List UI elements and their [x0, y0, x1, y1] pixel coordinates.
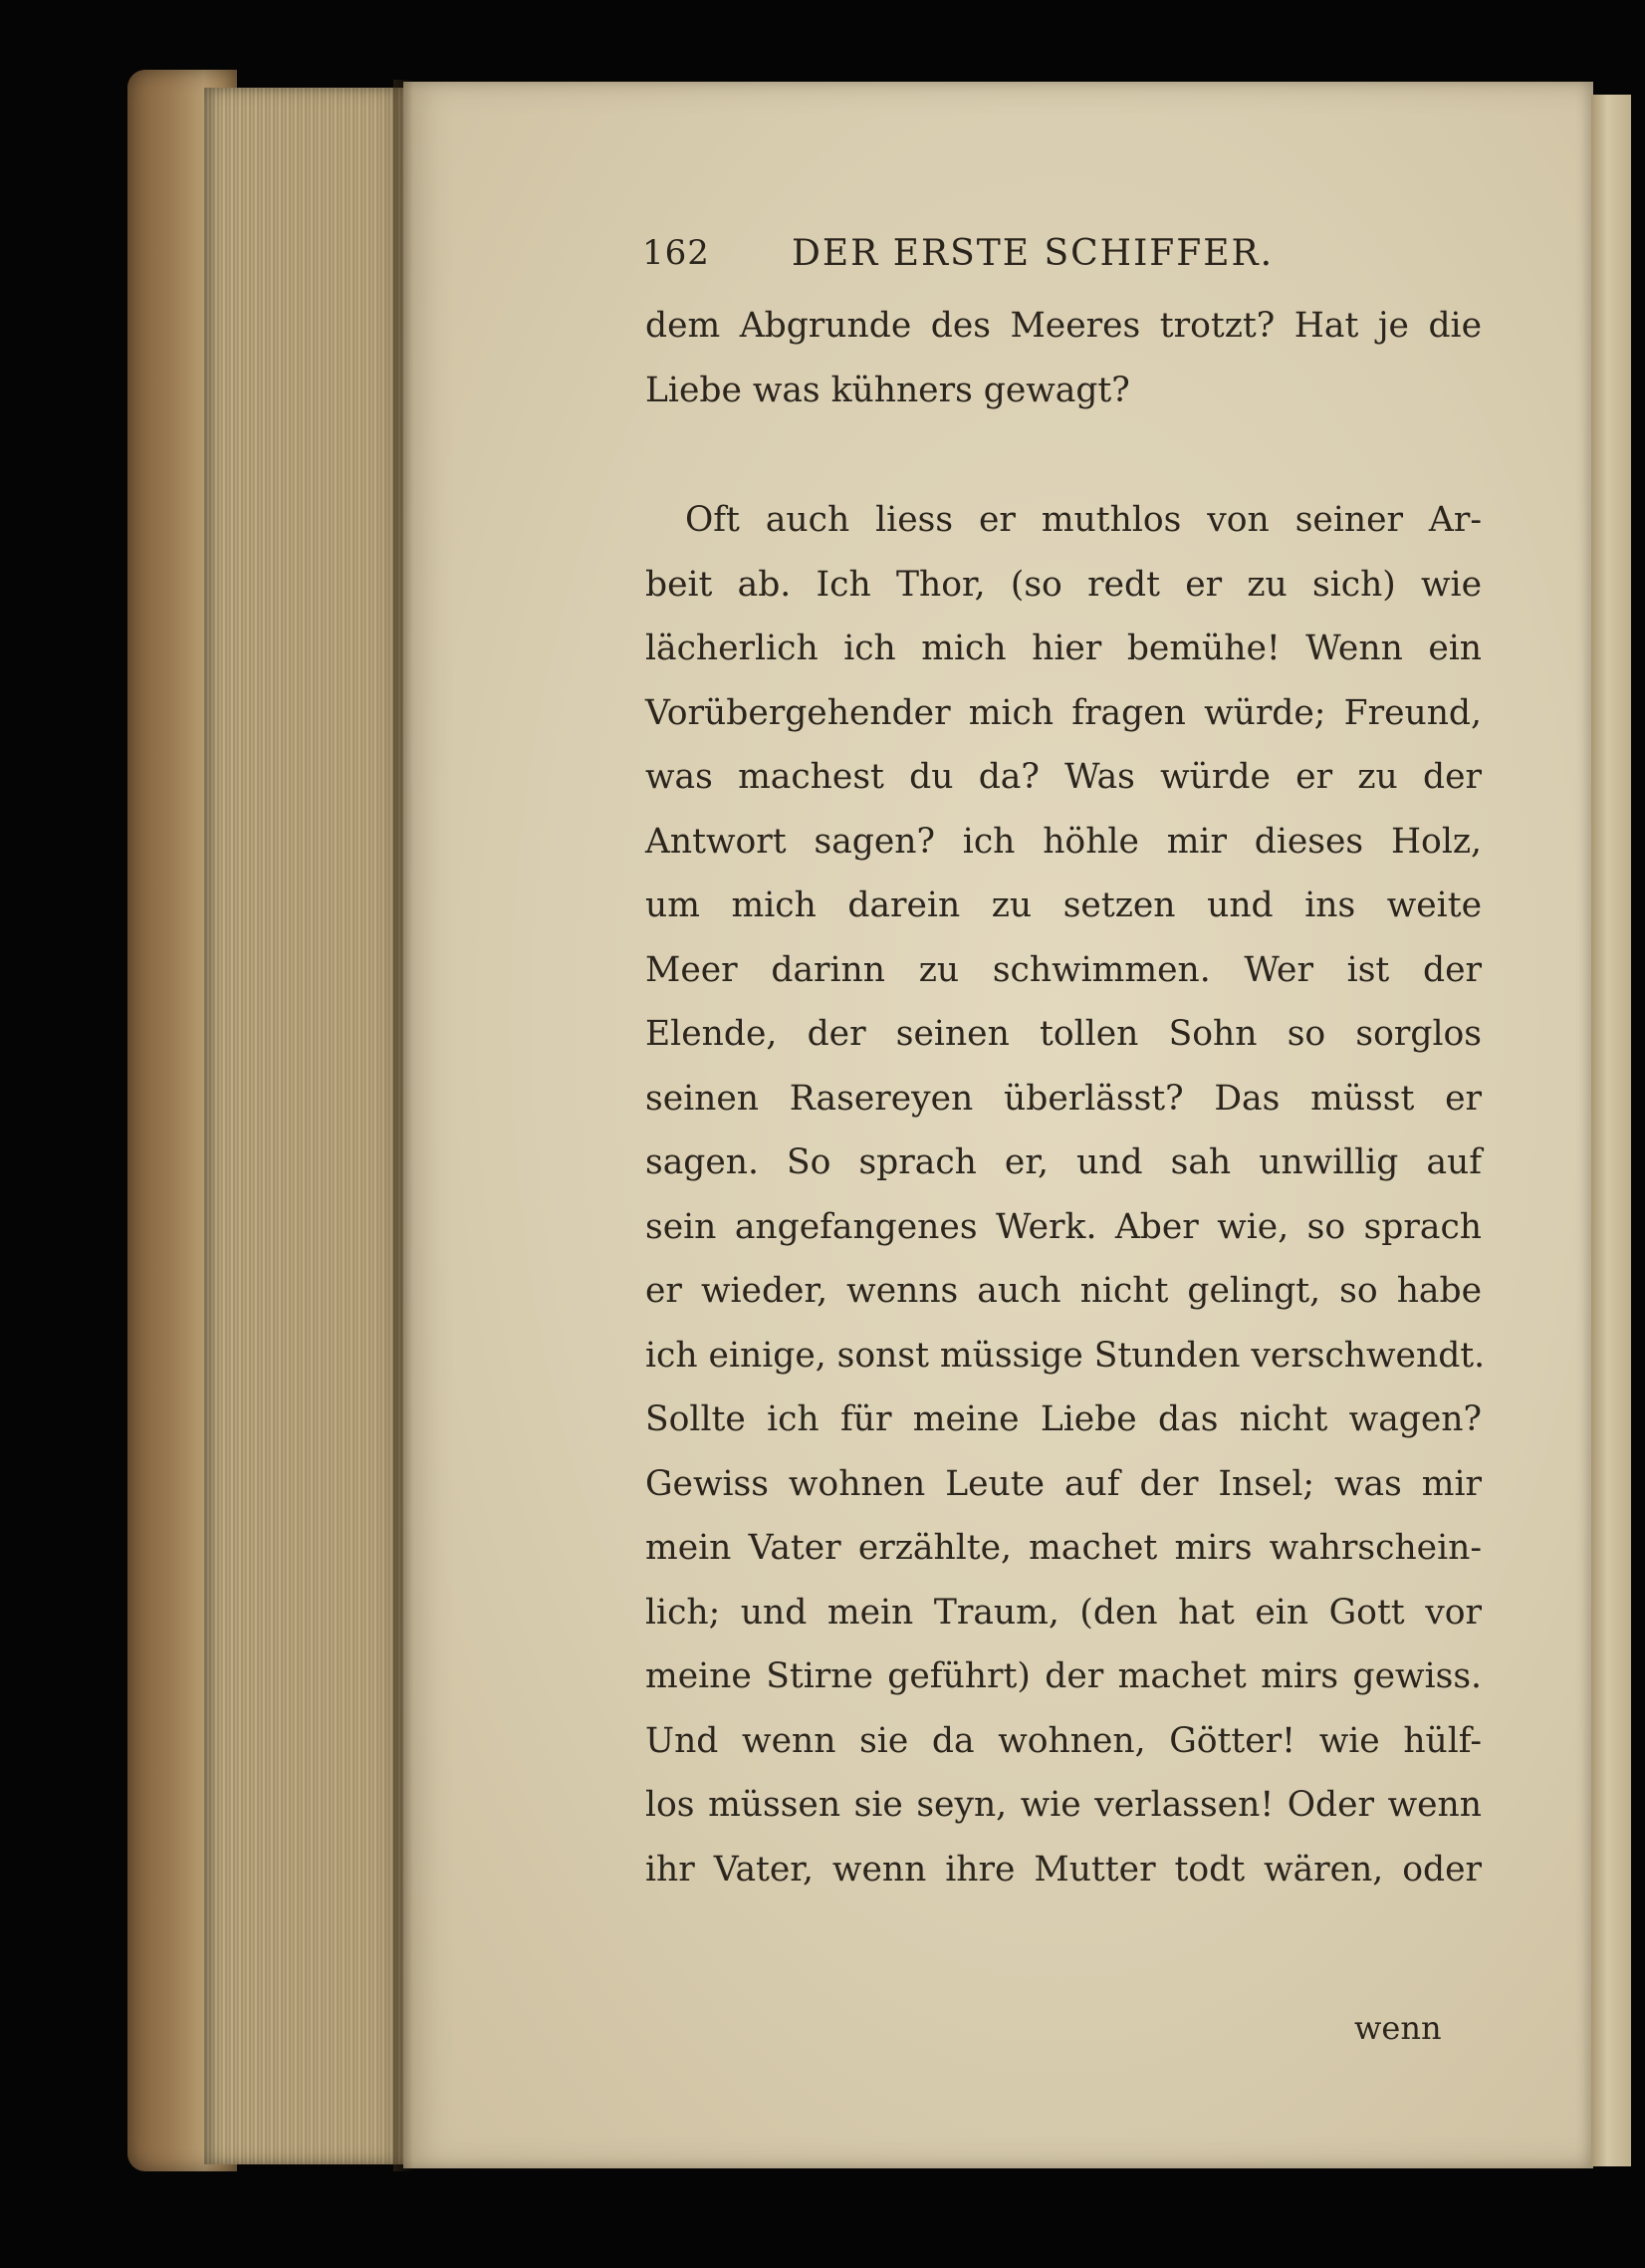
text-line: Und wenn sie da wohnen, Götter! wie hülf-	[645, 1720, 1482, 1761]
text-line: mein Vater erzählte, machet mirs wahrschein-	[645, 1528, 1482, 1568]
text-line: Sollte ich für meine Liebe das nicht wagen?	[645, 1399, 1482, 1439]
text-line: ich einige, sonst müssige Stunden verschwendt.	[645, 1335, 1486, 1376]
text-line: ihr Vater, wenn ihre Mutter todt wären, oder	[645, 1849, 1482, 1890]
text-line: sagen. So sprach er, und sah unwillig auf	[645, 1142, 1482, 1182]
book-page	[403, 82, 1593, 2168]
page-number: 162	[642, 233, 710, 273]
text-line: er wieder, wenns auch nicht gelingt, so habe	[645, 1271, 1482, 1311]
page-stack-edge	[204, 88, 403, 2164]
text-line: Oft auch liess er muthlos von seiner Ar-	[685, 500, 1482, 540]
text-line: Antwort sagen? ich höhle mir dieses Holz,	[645, 821, 1482, 862]
text-line: Vorübergehender mich fragen würde; Freund,	[645, 692, 1482, 733]
text-line: Elende, der seinen tollen Sohn so sorglos	[645, 1014, 1482, 1054]
text-line: beit ab. Ich Thor, (so redt er zu sich) wie	[645, 564, 1482, 605]
text-line: sein angefangenes Werk. Aber wie, so sprach	[645, 1206, 1482, 1247]
page-gutter-shadow	[393, 80, 413, 2171]
running-head: DER ERSTE SCHIFFER.	[792, 233, 1275, 274]
text-line: seinen Rasereyen überlässt? Das müsst er	[645, 1078, 1482, 1119]
text-line: Liebe was kühners gewagt?	[645, 370, 1130, 410]
text-line: meine Stirne geführt) der machet mirs gewiss.	[645, 1656, 1482, 1696]
text-line: was machest du da? Was würde er zu der	[645, 757, 1482, 797]
next-page-edge	[1591, 95, 1631, 2166]
text-line: Meer darinn zu schwimmen. Wer ist der	[645, 949, 1482, 990]
text-line: um mich darein zu setzen und ins weite	[645, 885, 1482, 925]
text-line: lich; und mein Traum, (den hat ein Gott vor	[645, 1592, 1482, 1633]
text-line: dem Abgrunde des Meeres trotzt? Hat je die	[645, 306, 1482, 346]
catchword: wenn	[1354, 2009, 1442, 2047]
text-line: Gewiss wohnen Leute auf der Insel; was mir	[645, 1463, 1482, 1504]
text-line: los müssen sie seyn, wie verlassen! Oder wenn	[645, 1785, 1482, 1825]
text-line: lächerlich ich mich hier bemühe! Wenn ein	[645, 629, 1482, 668]
